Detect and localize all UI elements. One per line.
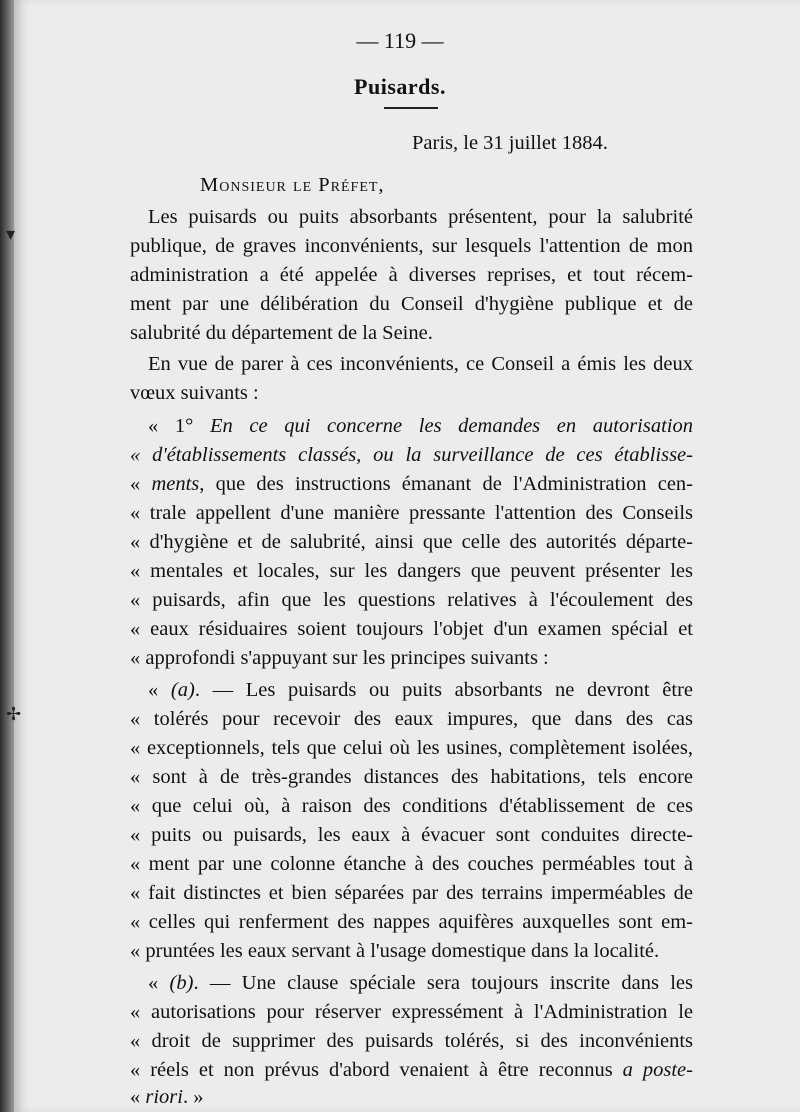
page-number: — 119 — bbox=[356, 28, 444, 53]
title-rule bbox=[384, 107, 438, 109]
text-line: « d'hygiène et de salubrité, ainsi que celle des autorités départe- bbox=[130, 531, 693, 553]
book-gutter bbox=[0, 0, 14, 1112]
text-line: Les puisards ou puits absorbants présentent, pour la salubrité bbox=[148, 206, 693, 228]
text-line: « mentales et locales, sur les dangers que peuvent présenter les bbox=[130, 560, 693, 582]
text-line: En vue de parer à ces inconvénients, ce Conseil a émis les deux bbox=[148, 353, 693, 375]
text-line: « réels et non prévus d'abord venaient à être reconnus a poste- bbox=[130, 1059, 693, 1081]
text-line: « fait distinctes et bien séparées par des terrains imperméables de bbox=[130, 882, 693, 904]
text-line: « celles qui renferment des nappes aquifères auxquelles sont em- bbox=[130, 911, 693, 933]
text-line: « riori. » bbox=[130, 1086, 204, 1108]
text-line: « (b). — Une clause spéciale sera toujours inscrite dans les bbox=[148, 972, 693, 994]
text-line: publique, de graves inconvénients, sur lesquels l'attention de mon bbox=[130, 235, 693, 257]
margin-mark: ✢ bbox=[6, 704, 22, 724]
margin-mark: ▾ bbox=[6, 224, 16, 244]
text-line: administration a été appelée à diverses reprises, et tout récem- bbox=[130, 264, 693, 286]
letter-date: Paris, le 31 juillet 1884. bbox=[412, 132, 608, 154]
text-line: « que celui où, à raison des conditions d'établissement de ces bbox=[130, 795, 693, 817]
text-line: « puisards, afin que les questions relatives à l'écoulement des bbox=[130, 589, 693, 611]
text-line: « pruntées les eaux servant à l'usage domestique dans la localité. bbox=[130, 940, 660, 962]
text-line: vœux suivants : bbox=[130, 382, 259, 404]
text-line: « 1° En ce qui concerne les demandes en autorisation bbox=[148, 415, 693, 437]
text-line: « (a). — Les puisards ou puits absorbants ne devront être bbox=[148, 679, 693, 701]
text-line: « eaux résiduaires soient toujours l'objet d'un examen spécial et bbox=[130, 618, 693, 640]
text-line: salubrité du département de la Seine. bbox=[130, 322, 433, 344]
text-line: « d'établissements classés, ou la surveillance de ces établisse- bbox=[130, 444, 693, 466]
text-line: « droit de supprimer des puisards tolérés, si des inconvénients bbox=[130, 1030, 693, 1052]
text-line: « approfondi s'appuyant sur les principes suivants : bbox=[130, 647, 549, 669]
page-title: Puisards. bbox=[354, 74, 446, 99]
text-line: « sont à de très-grandes distances des habitations, tels encore bbox=[130, 766, 693, 788]
text-line: « trale appellent d'une manière pressante l'attention des Conseils bbox=[130, 502, 693, 524]
text-line: « ment par une colonne étanche à des couches perméables tout à bbox=[130, 853, 693, 875]
text-line: « puits ou puisards, les eaux à évacuer sont conduites directe- bbox=[130, 824, 693, 846]
salutation: Monsieur le Préfet, bbox=[200, 174, 385, 196]
text-line: « ments, que des instructions émanant de l'Administration cen- bbox=[130, 473, 693, 495]
text-line: « tolérés pour recevoir des eaux impures, que dans des cas bbox=[130, 708, 693, 730]
text-line: « autorisations pour réserver expressément à l'Administration le bbox=[130, 1001, 693, 1023]
text-line: ment par une délibération du Conseil d'hygiène publique et de bbox=[130, 293, 693, 315]
text-line: « exceptionnels, tels que celui où les usines, complètement isolées, bbox=[130, 737, 693, 759]
